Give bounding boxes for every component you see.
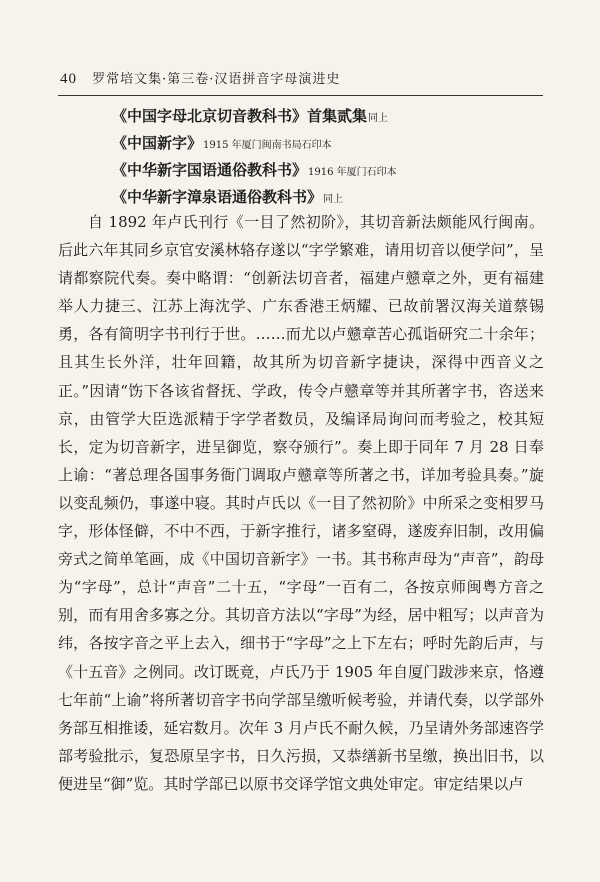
book-entry — [112, 129, 542, 156]
book-entry — [112, 156, 542, 183]
book-title: 《中华新字国语通俗教科书》 — [112, 161, 308, 179]
running-header — [60, 68, 540, 88]
book-note: 同上 — [368, 113, 389, 124]
running-title: 罗常培文集·第三卷·汉语拼音字母演进史 — [92, 72, 341, 87]
page-number: 40 — [60, 71, 77, 87]
book-note: 同上 — [323, 194, 344, 205]
body-text — [58, 208, 544, 798]
book-title: 《中华新字漳泉语通俗教科书》 — [112, 188, 323, 206]
book-title: 《中国新字》 — [112, 134, 203, 152]
book-title: 《中国字母北京切音教科书》首集贰集 — [112, 107, 368, 125]
book-note: 1915 年厦门闽南书局石印本 — [203, 140, 332, 151]
book-entry — [112, 102, 542, 129]
book-note: 1916 年厦门石印本 — [308, 167, 397, 178]
book-entry — [112, 183, 542, 210]
book-list — [112, 102, 542, 210]
body-paragraph: 自 1892 年卢氏刊行《一目了然初阶》，其切音新法颇能风行闽南。后此六年其同乡京官安溪林辂存遂以“字学繁难，请用切音以便学问”，呈请都察院代奏。奏中略谓：“创新法切音者，福建卢戆章之外，更有福建举人力捷三、江苏上海沈学、广东香港王炳耀、已故前署汉海关道蔡锡勇，各有简明字书刊行于世。……而尤以卢戆章苦心孤诣研究二十余年；且其生长外洋，壮年回籍，故其所为切音新字捷诀，深得中西音义之正。”因请“饬下各该省督抚、学政，传令卢戆章等并其所著字书，咨送来京，由管学大臣选派精于字学者数员，及编译局询问而考验之，校其短长，定为切音新字，进呈御览，察夺颁行”。奏上即于同年 7 月 28 日奉上谕：“著总理各国事务衙门调取卢戆章等所著之书，详加考验具奏。”旋以变乱频仍，事遂中寝。其时卢氏以《一目了然初阶》中所采之变相罗马字，形体怪僻，不中不西，于新字推行，诸多窒碍，遂废弃旧制，改用偏旁式之简单笔画，成《中国切音新字》一书。其书称声母为“声音”，韵母为“字母”，总计“声音”二十五，“字母”一百有二，各按京师闽粤方音之别，而有用舍多寡之分。其切音方法以“字母”为经，居中粗写；以声音为纬，各按字音之平上去入，细书于“字母”之上下左右；呼时先韵后声，与《十五音》之例同。改订既竟，卢氏乃于 1905 年自厦门跋涉来京，恪遵七年前“上谕”将所著切音字书向学部呈缴听候考验，并请代奏，以学部外务部互相推诿，延宕数月。次年 3 月卢氏不耐久候，乃呈请外务部速咨学部考验批示，复恐原呈字书，日久污损，又恭缮新书呈缴，换出旧书，以便进呈“御”览。其时学部已以原书交译学馆文典处审定。审定结果以卢 — [58, 213, 544, 793]
header-rule — [58, 95, 543, 96]
